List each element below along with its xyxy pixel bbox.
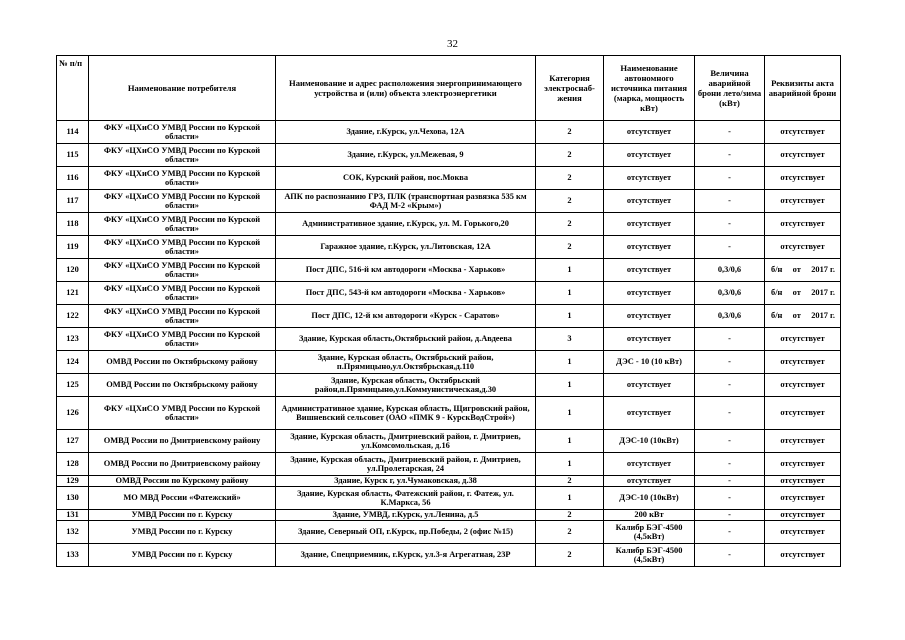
cell-num: 129 <box>57 476 89 487</box>
cell-num: 120 <box>57 259 89 282</box>
cell-consumer: ФКУ «ЦХиСО УМВД России по Курской области» <box>89 397 276 430</box>
cell-object: Здание, Курск г, ул.Чумаковская, д.38 <box>276 476 536 487</box>
cell-num: 124 <box>57 351 89 374</box>
cell-act: отсутствует <box>765 167 841 190</box>
cell-num: 130 <box>57 487 89 510</box>
cell-source: ДЭС-10 (10кВт) <box>604 487 695 510</box>
cell-source: 200 кВт <box>604 510 695 521</box>
cell-num: 121 <box>57 282 89 305</box>
cell-object: Административное здание, г.Курск, ул. М. Горького,20 <box>276 213 536 236</box>
cell-num: 118 <box>57 213 89 236</box>
cell-act: отсутствует <box>765 487 841 510</box>
cell-object: Пост ДПС, 543-й км автодороги «Москва - Харьков» <box>276 282 536 305</box>
cell-reserve: - <box>695 544 765 567</box>
cell-source: отсутствует <box>604 476 695 487</box>
table-row <box>57 282 841 305</box>
cell-reserve: - <box>695 521 765 544</box>
cell-source: отсутствует <box>604 121 695 144</box>
cell-source: отсутствует <box>604 190 695 213</box>
cell-act <box>765 305 841 328</box>
cell-source: отсутствует <box>604 374 695 397</box>
cell-source: Калибр БЭГ-4500 (4,5кВт) <box>604 544 695 567</box>
cell-consumer: МО МВД России «Фатежский» <box>89 487 276 510</box>
cell-reserve: - <box>695 328 765 351</box>
table-row <box>57 121 841 144</box>
act-mid-text: от <box>792 265 801 275</box>
cell-reserve: 0,3/0,6 <box>695 282 765 305</box>
cell-act: отсутствует <box>765 476 841 487</box>
cell-category: 1 <box>536 453 604 476</box>
cell-category: 1 <box>536 351 604 374</box>
page-number: 32 <box>447 38 458 50</box>
cell-act <box>765 282 841 305</box>
cell-source: отсутствует <box>604 236 695 259</box>
cell-consumer: ФКУ «ЦХиСО УМВД России по Курской области» <box>89 282 276 305</box>
cell-num: 133 <box>57 544 89 567</box>
table-row <box>57 476 841 487</box>
table-row <box>57 544 841 567</box>
cell-act: отсутствует <box>765 521 841 544</box>
cell-source: отсутствует <box>604 144 695 167</box>
cell-reserve: - <box>695 397 765 430</box>
table-row <box>57 328 841 351</box>
cell-object: Пост ДПС, 516-й км автодороги «Москва - Харьков» <box>276 259 536 282</box>
cell-category: 1 <box>536 430 604 453</box>
cell-object: Гаражное здание, г.Курск, ул.Литовская, 12А <box>276 236 536 259</box>
cell-act: отсутствует <box>765 510 841 521</box>
cell-source: отсутствует <box>604 453 695 476</box>
cell-category: 1 <box>536 374 604 397</box>
table-row <box>57 510 841 521</box>
cell-act: отсутствует <box>765 213 841 236</box>
cell-category: 2 <box>536 190 604 213</box>
cell-reserve: 0,3/0,6 <box>695 259 765 282</box>
cell-category: 2 <box>536 476 604 487</box>
table-row <box>57 213 841 236</box>
cell-object: Здание, Курская область, Фатежский район, г. Фатеж, ул. К.Маркса, 56 <box>276 487 536 510</box>
cell-source: отсутствует <box>604 259 695 282</box>
table-row <box>57 144 841 167</box>
table-row <box>57 167 841 190</box>
cell-num: 126 <box>57 397 89 430</box>
cell-act: отсутствует <box>765 544 841 567</box>
table-body <box>57 121 841 567</box>
cell-object: Здание, УМВД, г.Курск, ул.Ленина, д.5 <box>276 510 536 521</box>
cell-consumer: ОМВД России по Дмитриевскому району <box>89 430 276 453</box>
cell-source: отсутствует <box>604 397 695 430</box>
cell-source: отсутствует <box>604 305 695 328</box>
cell-consumer: ФКУ «ЦХиСО УМВД России по Курской области» <box>89 167 276 190</box>
cell-act: отсутствует <box>765 351 841 374</box>
act-right-text: 2017 г. <box>811 311 835 321</box>
cell-reserve: - <box>695 430 765 453</box>
cell-act: отсутствует <box>765 121 841 144</box>
table-row <box>57 397 841 430</box>
cell-act: отсутствует <box>765 430 841 453</box>
act-right-text: 2017 г. <box>811 288 835 298</box>
cell-reserve: - <box>695 510 765 521</box>
cell-consumer: ФКУ «ЦХиСО УМВД России по Курской области» <box>89 121 276 144</box>
cell-reserve: - <box>695 121 765 144</box>
cell-reserve: - <box>695 213 765 236</box>
cell-category: 2 <box>536 167 604 190</box>
cell-object: Пост ДПС, 12-й км автодороги «Курск - Саратов» <box>276 305 536 328</box>
table-row <box>57 351 841 374</box>
header-source: Наименование автономного источника питания (марка, мощность кВт) <box>604 56 695 121</box>
cell-consumer: ФКУ «ЦХиСО УМВД России по Курской области» <box>89 190 276 213</box>
cell-category: 1 <box>536 397 604 430</box>
cell-object: Здание, Курская область,Октябрьский район, д.Авдеева <box>276 328 536 351</box>
cell-num: 128 <box>57 453 89 476</box>
cell-consumer: ФКУ «ЦХиСО УМВД России по Курской области» <box>89 259 276 282</box>
cell-consumer: ФКУ «ЦХиСО УМВД России по Курской области» <box>89 144 276 167</box>
cell-consumer: УМВД России по г. Курску <box>89 544 276 567</box>
cell-num: 114 <box>57 121 89 144</box>
act-left-text: б/н <box>771 288 783 298</box>
cell-consumer: УМВД России по г. Курску <box>89 510 276 521</box>
cell-reserve: - <box>695 144 765 167</box>
cell-act: отсутствует <box>765 374 841 397</box>
cell-object: Здание, Северный ОП, г.Курск, пр.Победы, 2 (офис №15) <box>276 521 536 544</box>
cell-source: отсутствует <box>604 282 695 305</box>
cell-act: отсутствует <box>765 144 841 167</box>
table-row <box>57 305 841 328</box>
cell-act: отсутствует <box>765 397 841 430</box>
header-reserve: Величина аварийной брони лето/зима (кВт) <box>695 56 765 121</box>
cell-act: отсутствует <box>765 190 841 213</box>
cell-reserve: - <box>695 476 765 487</box>
cell-act: отсутствует <box>765 453 841 476</box>
cell-source: отсутствует <box>604 213 695 236</box>
cell-category: 2 <box>536 544 604 567</box>
cell-source: Калибр БЭГ-4500 (4,5кВт) <box>604 521 695 544</box>
cell-category: 2 <box>536 213 604 236</box>
cell-num: 122 <box>57 305 89 328</box>
cell-consumer: ОМВД России по Дмитриевскому району <box>89 453 276 476</box>
cell-category: 1 <box>536 259 604 282</box>
cell-source: ДЭС - 10 (10 кВт) <box>604 351 695 374</box>
cell-consumer: ОМВД России по Октябрьскому району <box>89 351 276 374</box>
cell-num: 131 <box>57 510 89 521</box>
cell-object: Здание, Курская область, Дмитриевский район, г. Дмитриев, ул.Пролетарская, 24 <box>276 453 536 476</box>
act-mid-text: от <box>792 288 801 298</box>
act-right-text: 2017 г. <box>811 265 835 275</box>
header-num: № п/п <box>57 56 89 121</box>
act-mid-text: от <box>792 311 801 321</box>
cell-reserve: - <box>695 236 765 259</box>
table-row <box>57 487 841 510</box>
table-row <box>57 259 841 282</box>
cell-reserve: - <box>695 453 765 476</box>
table-row <box>57 521 841 544</box>
cell-reserve: - <box>695 351 765 374</box>
cell-reserve: - <box>695 190 765 213</box>
cell-num: 119 <box>57 236 89 259</box>
consumers-table <box>56 55 841 567</box>
cell-category: 3 <box>536 328 604 351</box>
cell-source: ДЭС-10 (10кВт) <box>604 430 695 453</box>
cell-source: отсутствует <box>604 328 695 351</box>
table-row <box>57 453 841 476</box>
cell-category: 2 <box>536 121 604 144</box>
cell-act <box>765 259 841 282</box>
cell-object: СОК, Курский район, пос.Моква <box>276 167 536 190</box>
cell-num: 117 <box>57 190 89 213</box>
cell-consumer: ФКУ «ЦХиСО УМВД России по Курской области» <box>89 305 276 328</box>
cell-num: 116 <box>57 167 89 190</box>
cell-reserve: 0,3/0,6 <box>695 305 765 328</box>
table-row <box>57 190 841 213</box>
cell-object: Здание, г.Курск, ул.Чехова, 12А <box>276 121 536 144</box>
cell-consumer: ОМВД России по Октябрьскому району <box>89 374 276 397</box>
cell-category: 1 <box>536 305 604 328</box>
cell-category: 2 <box>536 521 604 544</box>
cell-object: Здание, Курская область, Дмитриевский район, г. Дмитриев, ул.Комсомольская, д.16 <box>276 430 536 453</box>
cell-consumer: ФКУ «ЦХиСО УМВД России по Курской области» <box>89 213 276 236</box>
cell-object: Здание, Курская область, Октябрьский район,п.Прямицыно,ул.Коммунистическая,д.30 <box>276 374 536 397</box>
cell-object: АПК по распознанию ГРЗ, ПЛК (транспортная развязка 535 км ФАД М-2 «Крым») <box>276 190 536 213</box>
header-object: Наименование и адрес расположения энергопринимающего устройства и (или) объекта электроэнергетики <box>276 56 536 121</box>
header-act: Реквизиты акта аварийной брони <box>765 56 841 121</box>
table-row <box>57 430 841 453</box>
cell-consumer: ФКУ «ЦХиСО УМВД России по Курской области» <box>89 328 276 351</box>
cell-reserve: - <box>695 374 765 397</box>
cell-num: 115 <box>57 144 89 167</box>
cell-object: Административное здание, Курская область, Щигровский район, Вишневский сельсовет (ОАО «ПМК 9 - КурскВодСтрой») <box>276 397 536 430</box>
table-header-row <box>57 56 841 121</box>
table-row <box>57 374 841 397</box>
cell-category: 1 <box>536 282 604 305</box>
cell-reserve: - <box>695 487 765 510</box>
cell-act: отсутствует <box>765 328 841 351</box>
cell-object: Здание, г.Курск, ул.Межевая, 9 <box>276 144 536 167</box>
cell-num: 125 <box>57 374 89 397</box>
cell-object: Здание, Спецприемник, г.Курск, ул.3-я Агрегатная, 23Р <box>276 544 536 567</box>
cell-consumer: ОМВД России по Курскому району <box>89 476 276 487</box>
header-consumer: Наименование потребителя <box>89 56 276 121</box>
table-row <box>57 236 841 259</box>
cell-source: отсутствует <box>604 167 695 190</box>
cell-consumer: ФКУ «ЦХиСО УМВД России по Курской области» <box>89 236 276 259</box>
cell-category: 1 <box>536 487 604 510</box>
cell-num: 123 <box>57 328 89 351</box>
act-left-text: б/н <box>771 265 783 275</box>
cell-reserve: - <box>695 167 765 190</box>
cell-category: 2 <box>536 510 604 521</box>
header-category: Категория электроснаб-жения <box>536 56 604 121</box>
cell-consumer: УМВД России по г. Курску <box>89 521 276 544</box>
cell-category: 2 <box>536 144 604 167</box>
cell-category: 2 <box>536 236 604 259</box>
cell-num: 132 <box>57 521 89 544</box>
cell-act: отсутствует <box>765 236 841 259</box>
cell-object: Здание, Курская область, Октябрьский район, п.Прямицыно,ул.Октябрьская,д.110 <box>276 351 536 374</box>
cell-num: 127 <box>57 430 89 453</box>
act-left-text: б/н <box>771 311 783 321</box>
